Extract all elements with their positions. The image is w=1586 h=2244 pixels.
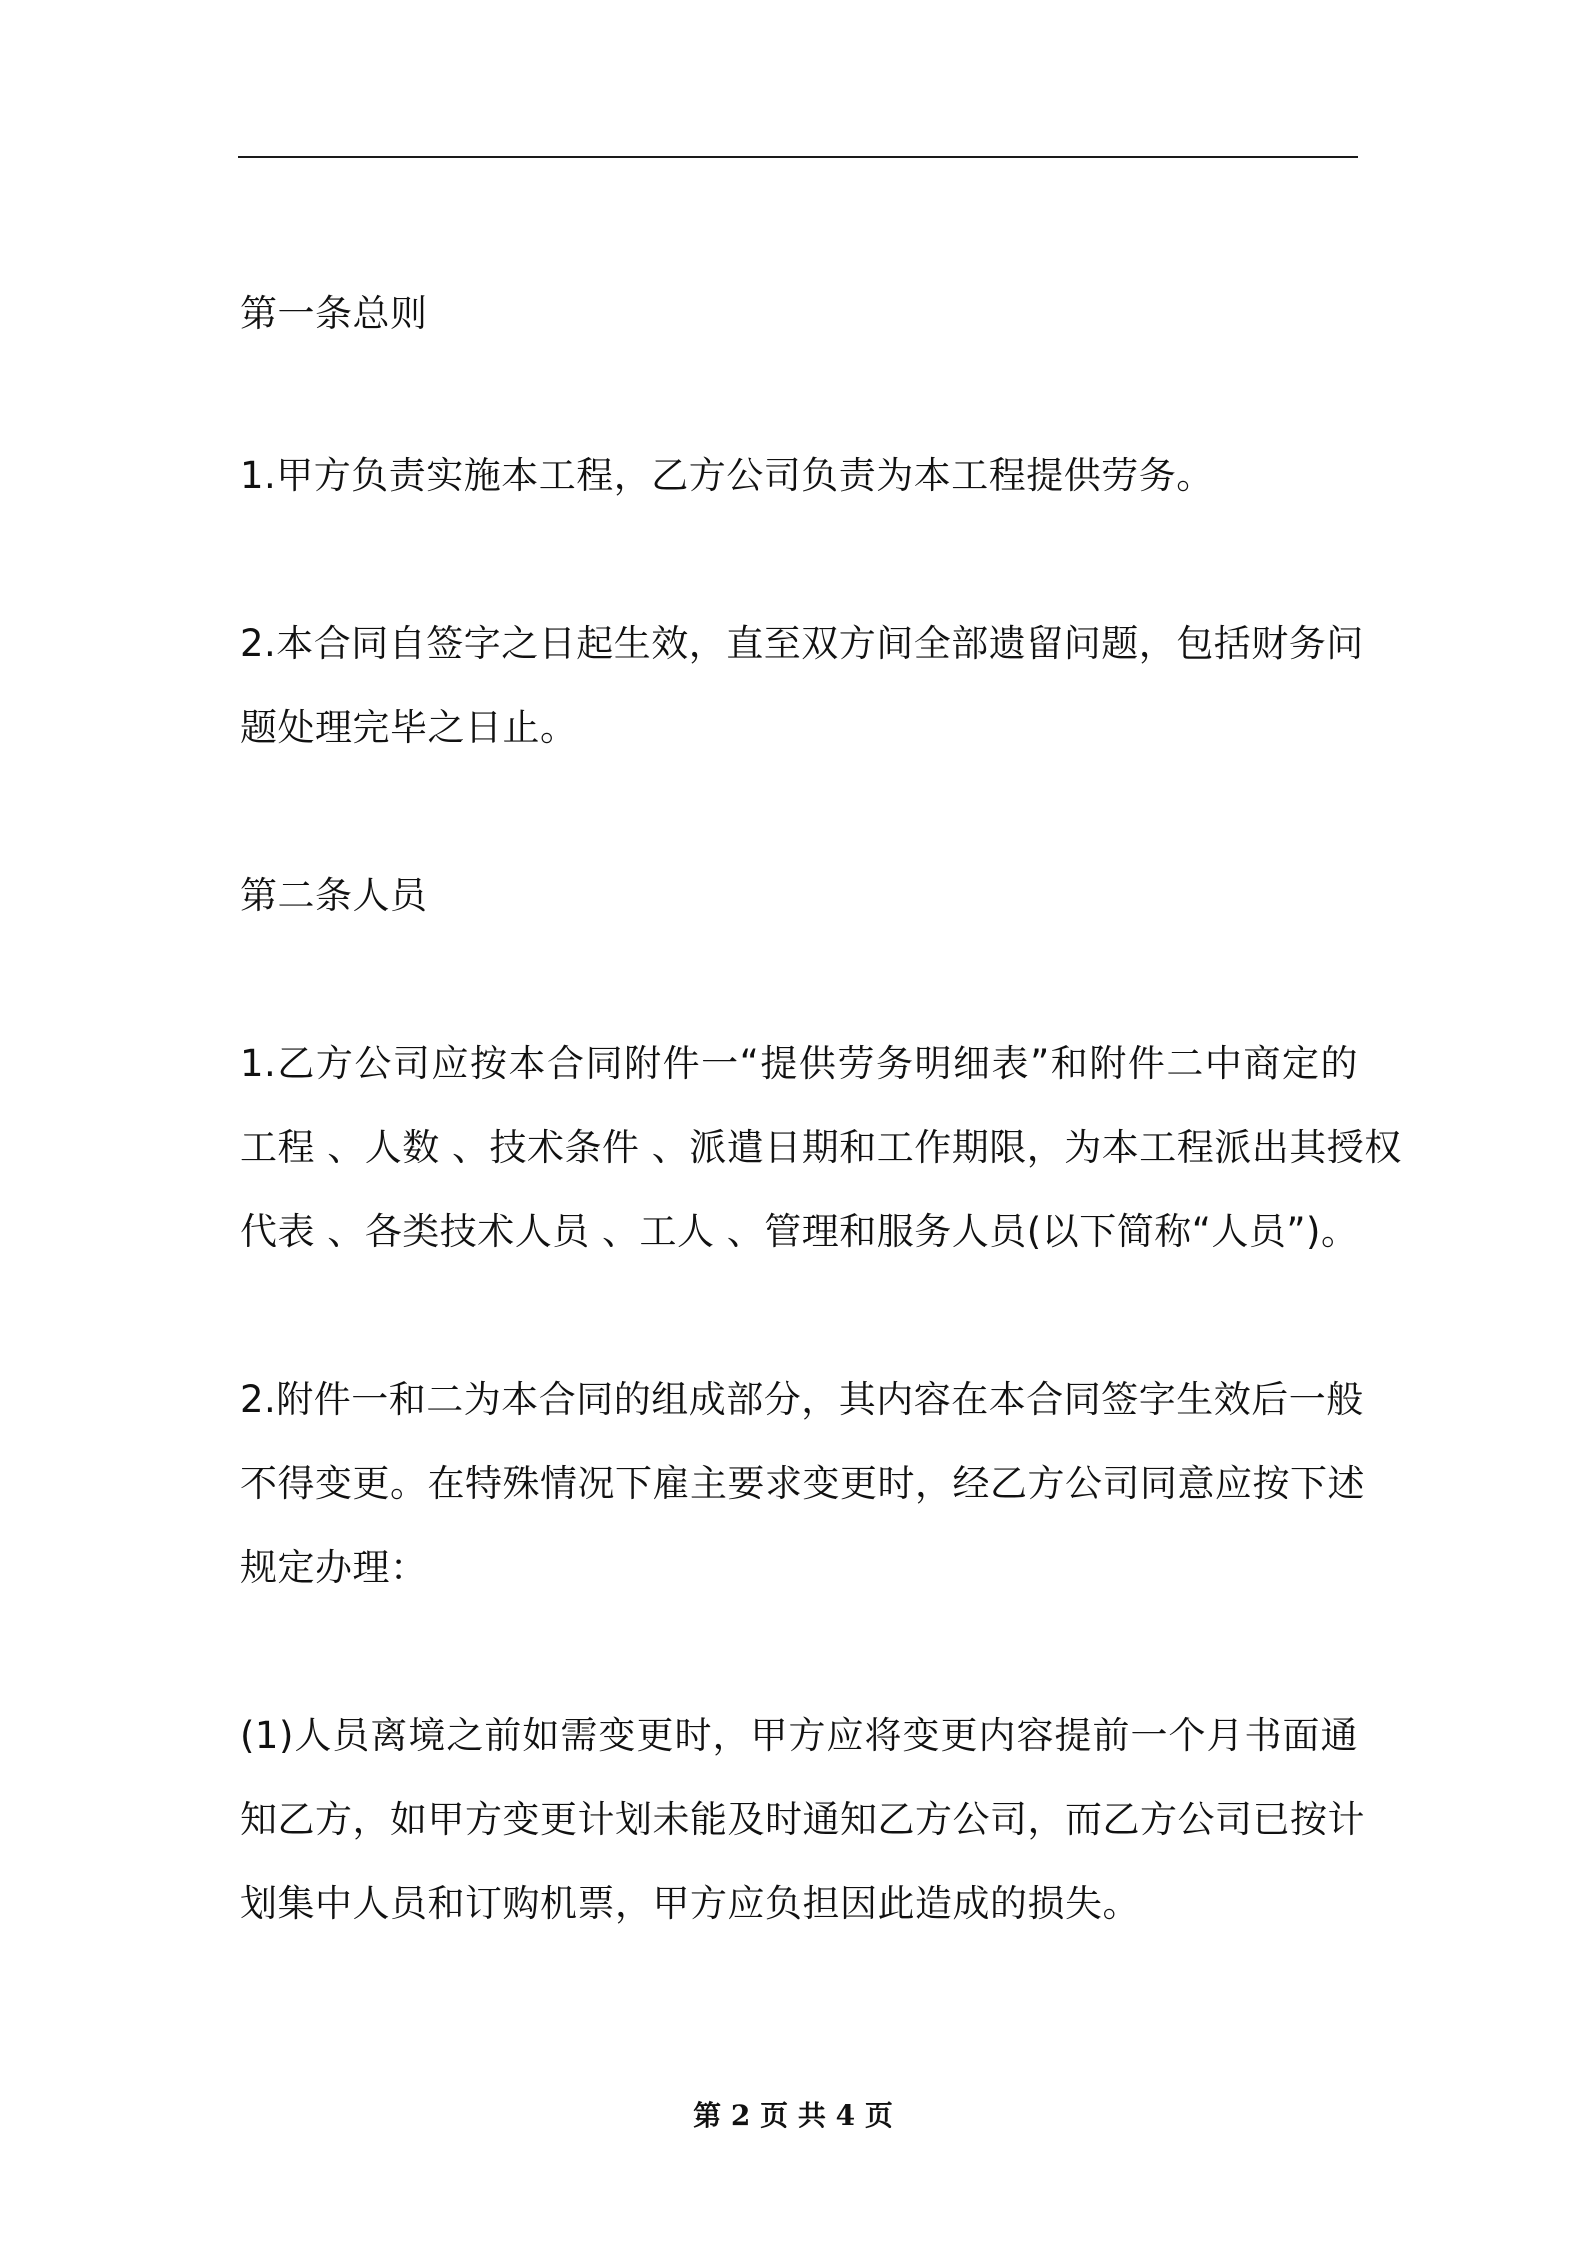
clause-line: 划集中人员和订购机票，甲方应负担因此造成的损失。 xyxy=(240,1882,1140,1925)
clause-line: 1.乙方公司应按本合同附件一“提供劳务明细表”和附件二中商定的 xyxy=(240,1042,1358,1085)
section-heading-personnel: 第二条人员 xyxy=(240,874,428,917)
clause-line: (1)人员离境之前如需变更时，甲方应将变更内容提前一个月书面通 xyxy=(240,1714,1358,1757)
page-number-footer: 第 2 页 共 4 页 xyxy=(693,2099,893,2132)
clause-line: 规定办理： xyxy=(240,1546,428,1589)
clause-line: 2.本合同自签字之日起生效，直至双方间全部遗留问题，包括财务问 xyxy=(240,622,1364,665)
clause-line: 不得变更。在特殊情况下雇主要求变更时，经乙方公司同意应按下述 xyxy=(240,1462,1365,1505)
clause-line: 工程 、人数 、技术条件 、派遣日期和工作期限，为本工程派出其授权 xyxy=(240,1126,1402,1169)
clause-line: 2.附件一和二为本合同的组成部分，其内容在本合同签字生效后一般 xyxy=(240,1378,1364,1421)
section-heading-general: 第一条总则 xyxy=(240,292,428,335)
clause-line: 知乙方，如甲方变更计划未能及时通知乙方公司，而乙方公司已按计 xyxy=(240,1798,1365,1841)
header-rule xyxy=(238,156,1358,158)
clause-line: 代表 、各类技术人员 、工人 、管理和服务人员(以下简称“人员”)。 xyxy=(240,1210,1359,1253)
clause-line: 1.甲方负责实施本工程，乙方公司负责为本工程提供劳务。 xyxy=(240,454,1214,497)
clause-line: 题处理完毕之日止。 xyxy=(240,706,578,749)
